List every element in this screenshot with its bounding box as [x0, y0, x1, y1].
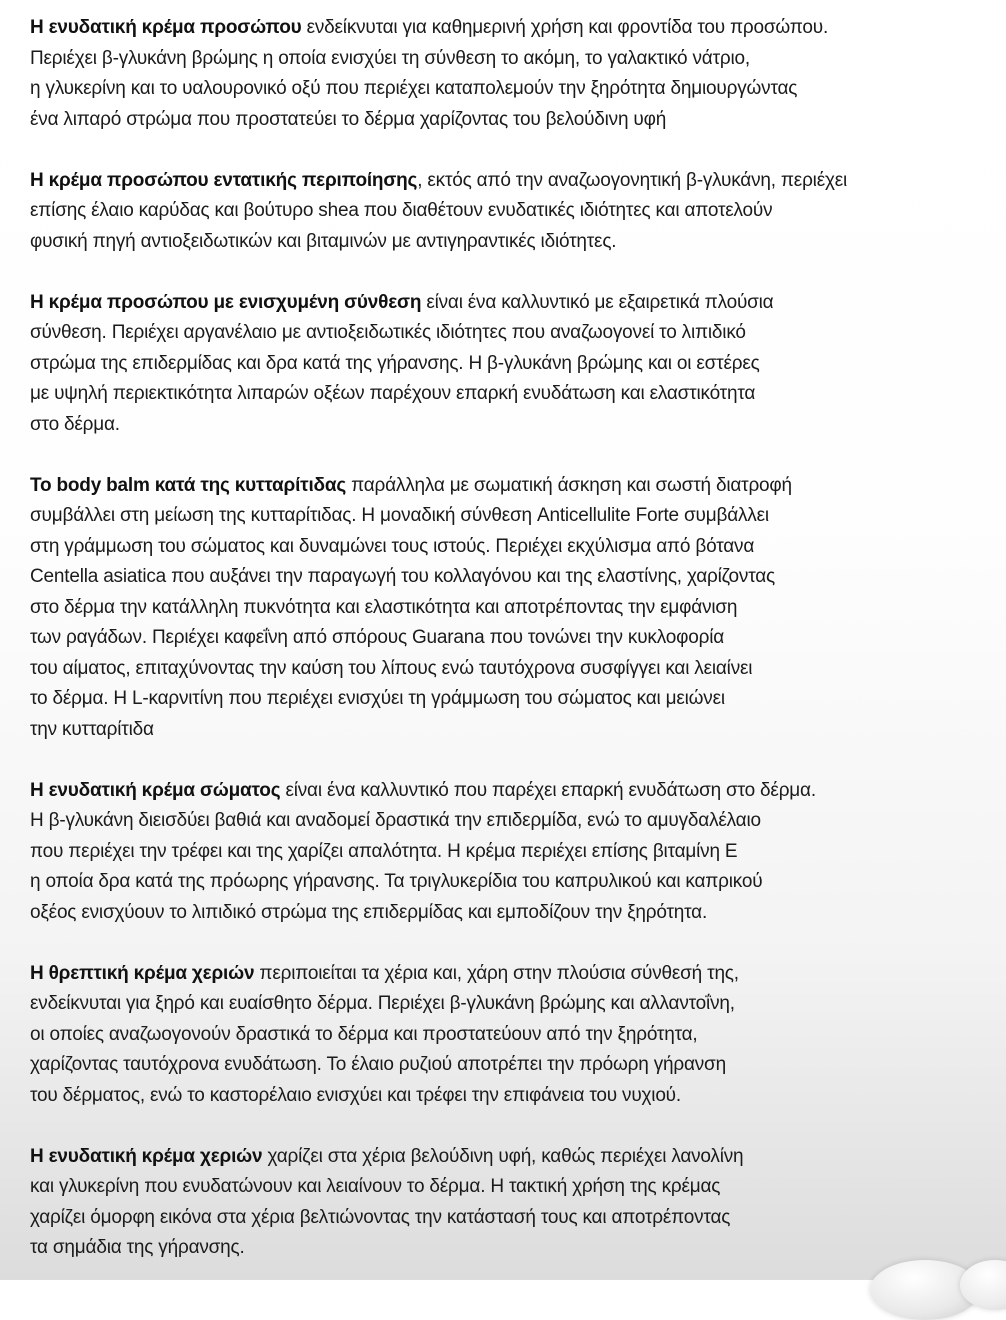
product-name: Η ενυδατική κρέμα σώματος — [30, 779, 281, 801]
text-line: ένα λιπαρό στρώμα που προστατεύει το δέρμα χαρίζοντας του βελούδινη υφή — [30, 108, 667, 130]
text-line: με υψηλή περιεκτικότητα λιπαρών οξέων παρέχουν επαρκή ενυδάτωση και ελαστικότητα — [30, 383, 756, 404]
product-name: Η κρέμα προσώπου εντατικής περιποίησης — [30, 169, 418, 191]
paragraph-body-moisturizer — [30, 776, 992, 929]
text-line — [30, 959, 992, 990]
text-line: η οποία δρα κατά της πρόωρης γήρανσης. Τα τριγλυκερίδια του καπρυλικού και καπρικού — [30, 871, 763, 892]
line-text: είναι ένα καλλυντικό με εξαιρετικά πλούσια — [421, 291, 774, 313]
text-line: που περιέχει την τρέφει και της χαρίζει απαλότητα. Η κρέμα περιέχει επίσης βιταμίνη Ε — [30, 840, 738, 862]
text-line: χαρίζοντας ταυτόχρονα ενυδάτωση. Το έλαιο ρυζιού αποτρέπει την πρόωρη γήρανση — [30, 1054, 726, 1075]
text-line: οξέος ενισχύουν το λιπιδικό στρώμα της επιδερμίδας και εμποδίζουν την ξηρότητα. — [30, 901, 708, 923]
line-text: είναι ένα καλλυντικό που παρέχει επαρκή ενυδάτωση στο δέρμα. — [280, 779, 816, 801]
text-line: χαρίζει όμορφη εικόνα στα χέρια βελτιώνοντας την κατάστασή τους και αποτρέποντας — [30, 1206, 731, 1228]
text-line: στο δέρμα. — [30, 413, 120, 435]
line-text: , εκτός από την αναζωογονητική β-γλυκάνη, περιέχει — [417, 169, 848, 191]
product-name: Η ενυδατική κρέμα προσώπου — [30, 17, 302, 38]
text-line: ενδείκνυται για ξηρό και ευαίσθητο δέρμα. Περιέχει β-γλυκάνη βρώμης και αλλαντοΐνη, — [30, 993, 735, 1014]
text-line — [30, 288, 992, 319]
text-line — [30, 166, 992, 197]
text-line — [30, 776, 992, 807]
product-name: Η θρεπτική κρέμα χεριών — [30, 962, 255, 984]
text-line: Η β-γλυκάνη διεισδύει βαθιά και αναδομεί δραστικά την επιδερμίδα, ενώ το αμυγδαλέλαιο — [30, 810, 761, 831]
text-line: Centella asiatica που αυξάνει την παραγωγή του κολλαγόνου και της ελαστίνης, χαρίζοντας — [30, 566, 775, 587]
text-line: συμβάλλει στη μείωση της κυτταρίτιδας. Η μοναδική σύνθεση Anticellulite Forte συμβάλλει — [30, 505, 769, 526]
line-text: παράλληλα με σωματική άσκηση και σωστή διατροφή — [346, 474, 792, 496]
paragraph-nourishing-hand-cream — [30, 959, 992, 1112]
text-line: και γλυκερίνη που ενυδατώνουν και λειαίνουν το δέρμα. Η τακτική χρήση της κρέμας — [30, 1176, 721, 1197]
text-line: Περιέχει β-γλυκάνη βρώμης η οποία ενισχύει τη σύνθεση το ακόμη, το γαλακτικό νάτριο, — [30, 47, 750, 69]
text-line: στρώμα της επιδερμίδας και δρα κατά της γήρανσης. Η β-γλυκάνη βρώμης και οι εστέρες — [30, 352, 760, 374]
product-name: Το body balm κατά της κυτταρίτιδας — [30, 474, 347, 496]
text-line: την κυτταρίτιδα — [30, 718, 154, 740]
text-line — [30, 13, 992, 44]
paragraph-enriched-face-cream — [30, 288, 992, 441]
paragraph-moisturizing-hand-cream — [30, 1142, 992, 1264]
text-line: στο δέρμα την κατάλληλη πυκνότητα και ελαστικότητα και αποτρέποντας την εμφάνιση — [30, 596, 738, 618]
text-line: επίσης έλαιο καρύδας και βούτυρο shea που διαθέτουν ενυδατικές ιδιότητες και αποτελούν — [30, 200, 773, 221]
text-line — [30, 1142, 992, 1173]
line-text: χαρίζει στα χέρια βελούδινη υφή, καθώς περιέχει λανολίνη — [262, 1145, 744, 1167]
product-descriptions — [30, 13, 992, 1294]
product-name: Η κρέμα προσώπου με ενισχυμένη σύνθεση — [30, 291, 422, 313]
text-line: στη γράμμωση του σώματος και δυναμώνει τους ιστούς. Περιέχει εκχύλισμα από βότανα — [30, 535, 755, 557]
text-line: σύνθεση. Περιέχει αργανέλαιο με αντιοξειδωτικές ιδιότητες που αναζωογονεί το λιπιδικό — [30, 322, 746, 343]
text-line: η γλυκερίνη και το υαλουρονικό οξύ που περιέχει καταπολεμούν την ξηρότητα δημιουργώντας — [30, 78, 798, 99]
text-line: του αίματος, επιταχύνοντας την καύση του λίπους ενώ ταυτόχρονα συσφίγγει και λειαίνει — [30, 657, 753, 679]
text-line — [30, 471, 992, 502]
text-line: το δέρμα. Η L-καρνιτίνη που περιέχει ενισχύει τη γράμμωση του σώματος και μειώνει — [30, 688, 725, 709]
text-line: φυσική πηγή αντιοξειδωτικών και βιταμινών με αντιγηραντικές ιδιότητες. — [30, 230, 617, 252]
paragraph-body-balm — [30, 471, 992, 746]
text-line: τα σημάδια της γήρανσης. — [30, 1237, 245, 1258]
line-text: περιποιείται τα χέρια και, χάρη στην πλούσια σύνθεσή της, — [254, 962, 739, 984]
paragraph-intensive-face-cream — [30, 166, 992, 258]
text-line: του δέρματος, ενώ το καστορέλαιο ενισχύει και τρέφει την επιφάνεια του νυχιού. — [30, 1084, 681, 1106]
text-line: των ραγάδων. Περιέχει καφεΐνη από σπόρους Guarana που τονώνει την κυκλοφορία — [30, 627, 725, 648]
text-line: οι οποίες αναζωογονούν δραστικά το δέρμα και προστατεύουν από την ξηρότητα, — [30, 1023, 698, 1045]
line-text: ενδείκνυται για καθημερινή χρήση και φροντίδα του προσώπου. — [301, 17, 829, 38]
product-name: Η ενυδατική κρέμα χεριών — [30, 1145, 263, 1167]
paragraph-face-moisturizer — [30, 13, 992, 135]
